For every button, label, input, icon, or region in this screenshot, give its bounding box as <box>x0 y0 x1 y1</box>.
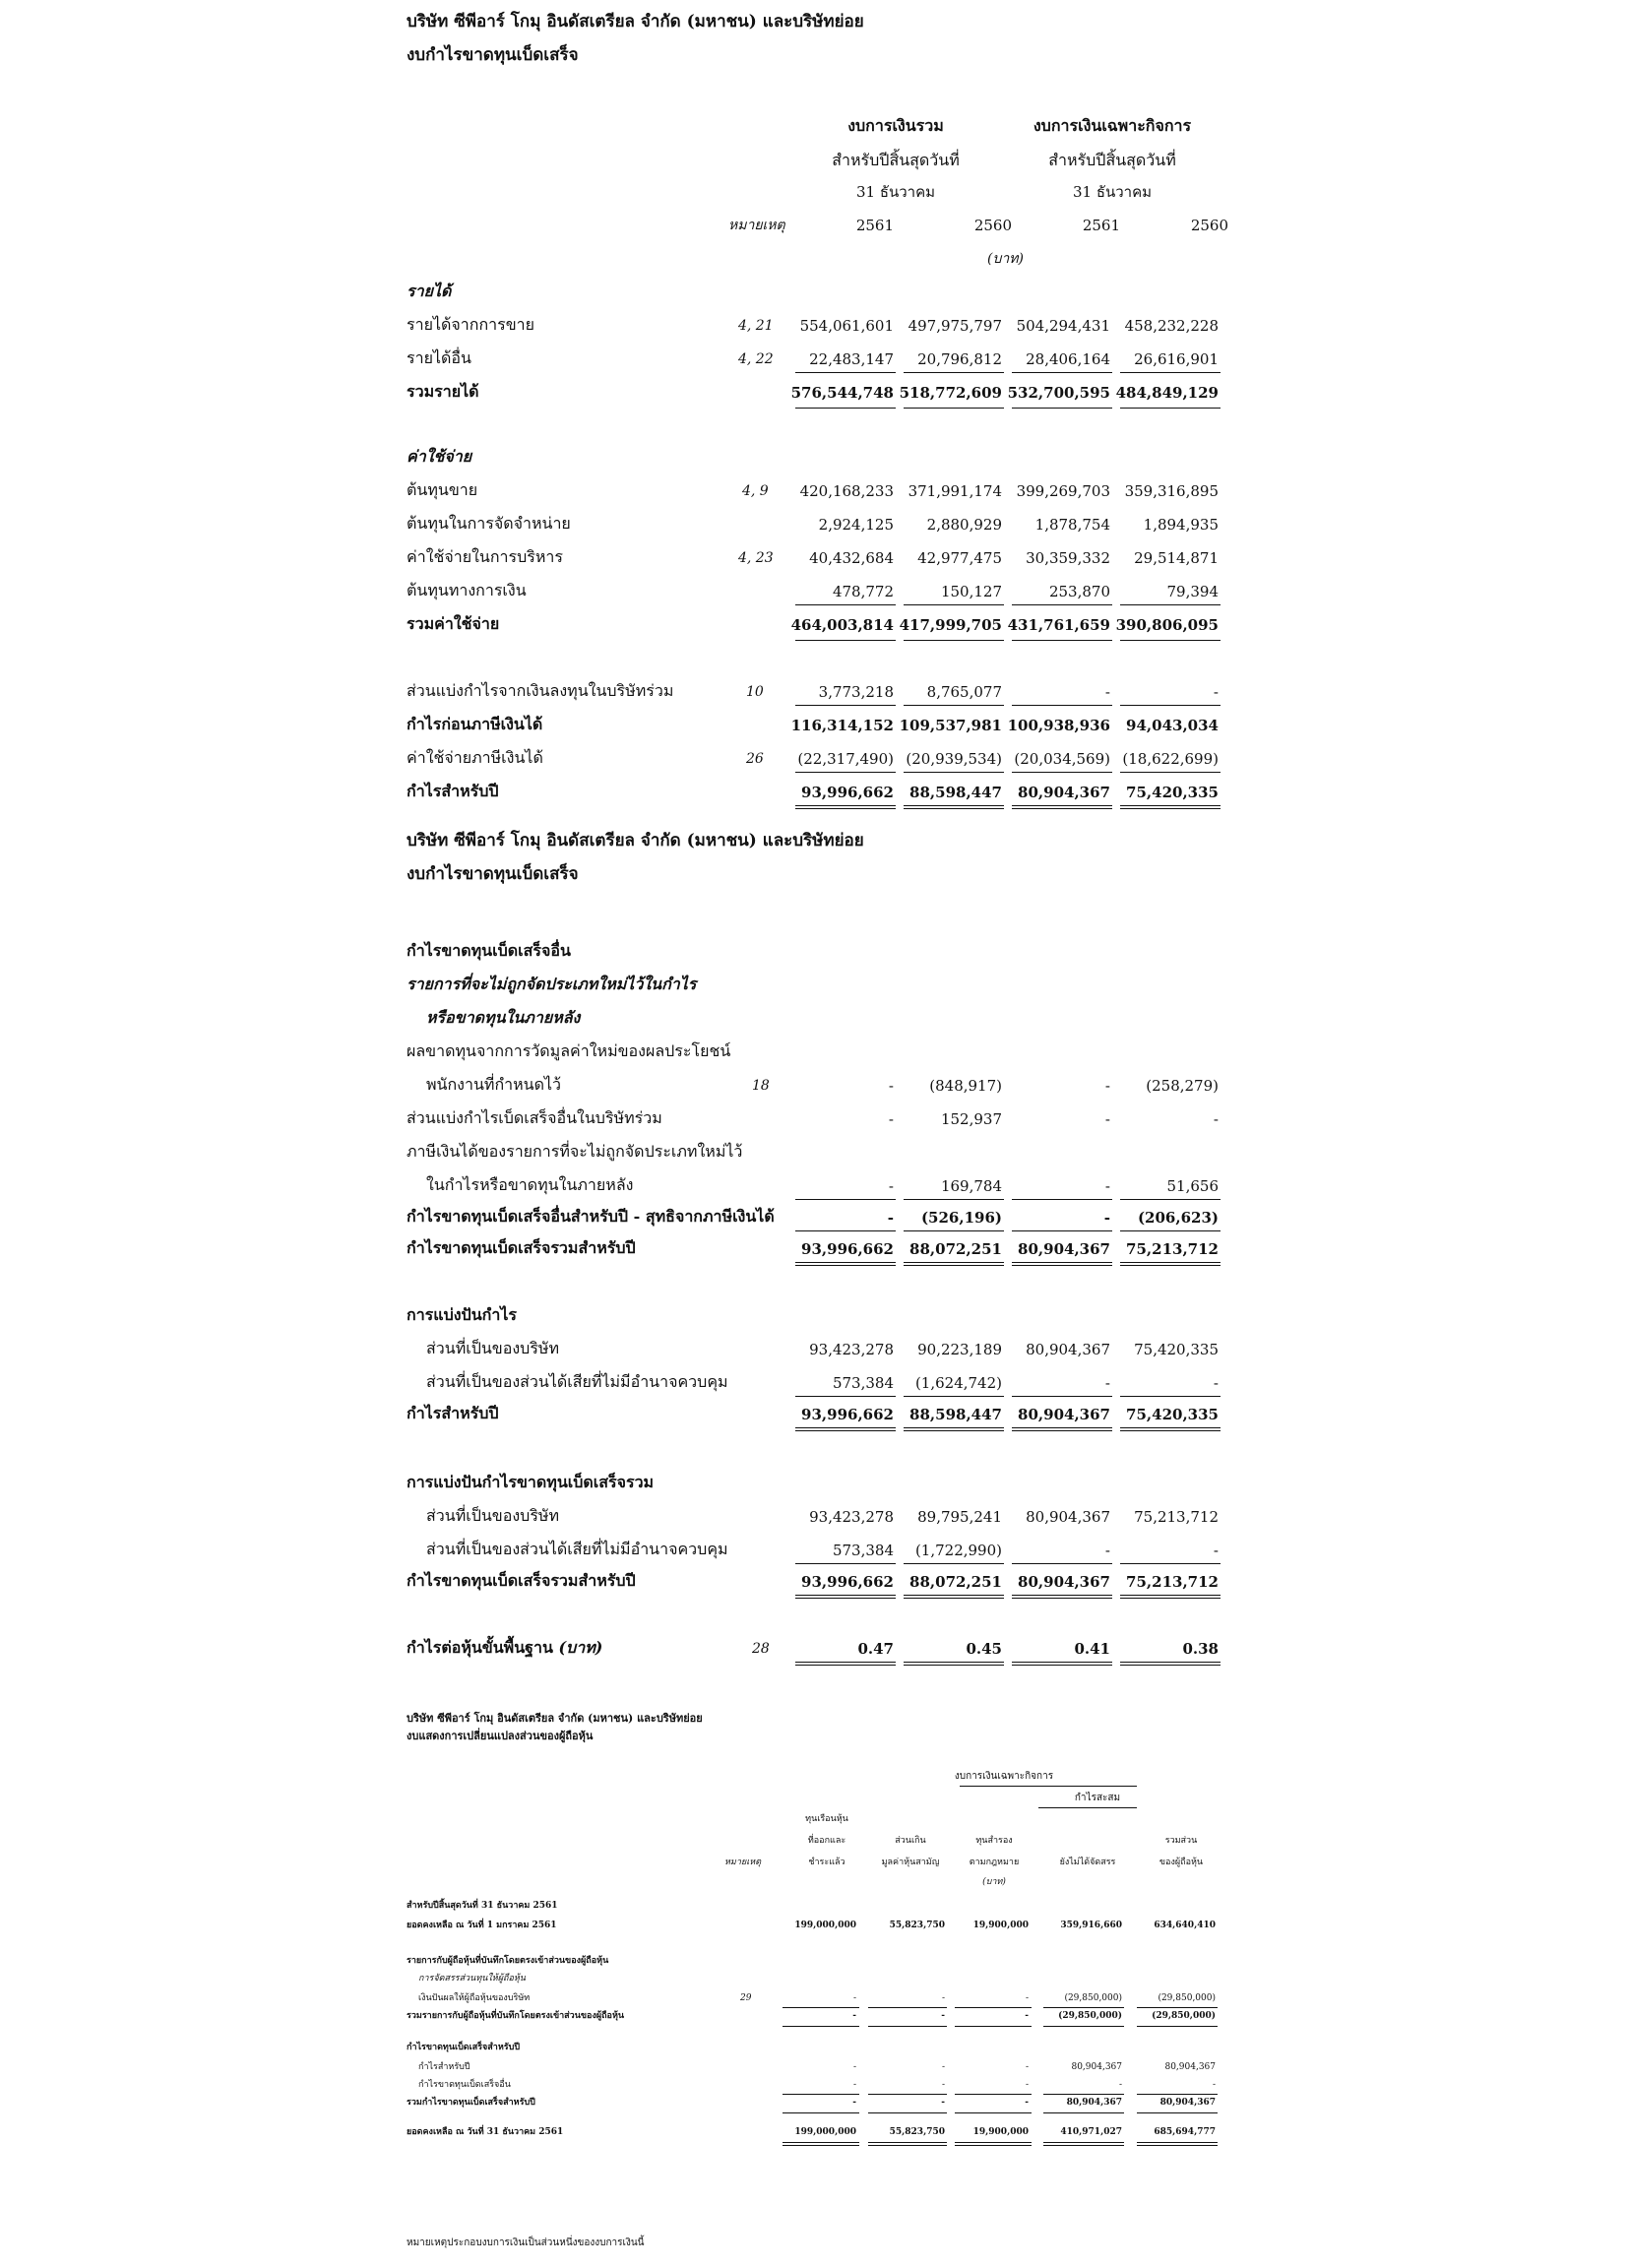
attr-ci-heading: การแบ่งปันกำไรขาดทุนเบ็ดเสร็จรวม <box>407 1473 655 1491</box>
sce-value: 19,900,000 <box>972 1921 1029 1930</box>
row-value: 253,870 <box>1048 583 1110 600</box>
total-label: กำไรสำหรับปี <box>407 1404 499 1422</box>
not-reclass-heading: รายการที่จะไม่ถูกจัดประเภทใหม่ไว้ในกำไร <box>407 975 697 993</box>
row-note: 18 <box>752 1078 770 1094</box>
row-value: 1,878,754 <box>1034 516 1110 534</box>
total-value: 0.45 <box>966 1640 1002 1658</box>
row-label: ส่วนที่เป็นของส่วนได้เสียที่ไม่มีอำนาจควบคุม <box>426 1372 728 1391</box>
sce-value: - <box>1025 2062 1029 2072</box>
col-header: ยังไม่ได้จัดสรร <box>1059 1858 1116 1867</box>
row-value: - <box>1104 683 1110 701</box>
row-value: 29,514,871 <box>1134 549 1219 567</box>
sce-value: 19,900,000 <box>972 2127 1029 2137</box>
col-header: ส่วนเกิน <box>895 1836 926 1846</box>
total-value: 88,598,447 <box>909 784 1002 801</box>
total-value: 88,072,251 <box>909 1573 1002 1591</box>
sce-value: - <box>1118 2080 1122 2090</box>
sce-value: 80,904,367 <box>1159 2098 1216 2108</box>
row-value: - <box>1104 1542 1110 1559</box>
row-value: - <box>1213 683 1219 701</box>
revenue-heading: รายได้ <box>407 282 452 300</box>
sce-value: (29,850,000) <box>1064 1993 1122 2003</box>
row-value: 497,975,797 <box>908 317 1002 335</box>
row-label: ค่าใช้จ่ายในการบริหาร <box>407 547 563 566</box>
ci-other-label: กำไรขาดทุนเบ็ดเสร็จอื่น <box>418 2080 511 2090</box>
row-label: ผลขาดทุนจากการวัดมูลค่าใหม่ของผลประโยชน์ <box>407 1041 731 1060</box>
total-value: 116,314,152 <box>790 717 894 734</box>
distribution-heading: การจัดสรรส่วนทุนให้ผู้ถือหุ้น <box>418 1974 526 1984</box>
row-note: 28 <box>752 1641 770 1657</box>
row-value: 458,232,228 <box>1124 317 1219 335</box>
row-value: 80,904,367 <box>1026 1508 1110 1526</box>
row-value: 89,795,241 <box>917 1508 1002 1526</box>
owner-txn-heading: รายการกับผู้ถือหุ้นที่บันทึกโดยตรงเข้าส่วนของผู้ถือหุ้น <box>407 1956 609 1966</box>
ci-profit-label: กำไรสำหรับปี <box>418 2062 470 2072</box>
company-name: บริษัท ซีพีอาร์ โกมุ อินดัสเตรียล จำกัด (มหาชน) และบริษัทย่อย <box>407 831 864 850</box>
row-value: 40,432,684 <box>809 549 894 567</box>
row-value: - <box>1104 1177 1110 1195</box>
pretax-label: กำไรก่อนภาษีเงินได้ <box>407 715 543 733</box>
row-label: ส่วนที่เป็นของบริษัท <box>426 1506 559 1525</box>
col-header: ของผู้ถือหุ้น <box>1158 1858 1204 1867</box>
row-value: 169,784 <box>940 1177 1002 1195</box>
header-note: หมายเหตุ <box>728 218 785 233</box>
sce-value: 359,916,660 <box>1060 1921 1122 1930</box>
row-label: ส่วนแบ่งกำไรเบ็ดเสร็จอื่นในบริษัทร่วม <box>407 1108 662 1127</box>
total-label: รวมค่าใช้จ่าย <box>407 614 500 633</box>
total-value: 390,806,095 <box>1115 616 1219 634</box>
row-value: 573,384 <box>832 1542 894 1559</box>
row-value: 80,904,367 <box>1026 1341 1110 1358</box>
total-value: 109,537,981 <box>899 717 1002 734</box>
row-value: 420,168,233 <box>799 482 894 500</box>
row-value: 51,656 <box>1166 1177 1219 1195</box>
row-value: 75,420,335 <box>1134 1341 1219 1358</box>
row-note: 4, 9 <box>742 483 769 499</box>
total-value: 100,938,936 <box>1007 717 1110 734</box>
row-value: 30,359,332 <box>1026 549 1110 567</box>
row-value: 504,294,431 <box>1016 317 1110 335</box>
eps-label-text: กำไรต่อหุ้นขั้นพื้นฐาน <box>407 1638 553 1657</box>
row-value: 359,316,895 <box>1124 482 1219 500</box>
statement-title: งบกำไรขาดทุนเบ็ดเสร็จ <box>407 45 579 65</box>
sce-value: - <box>941 1993 945 2003</box>
total-value: 80,904,367 <box>1018 1406 1110 1423</box>
row-value: - <box>1104 1077 1110 1095</box>
header-note: หมายเหตุ <box>724 1858 762 1867</box>
total-value: 88,072,251 <box>909 1240 1002 1258</box>
period-label: สำหรับปีสิ้นสุดวันที่ 31 ธันวาคม 2561 <box>407 1901 558 1911</box>
sce-value: - <box>852 2080 856 2090</box>
unit-label: (บาท) <box>982 1877 1006 1887</box>
row-note: 29 <box>740 1993 752 2003</box>
row-value: 28,406,164 <box>1026 350 1110 368</box>
col-header: มูลค่าหุ้นสามัญ <box>881 1858 940 1867</box>
row-value: (18,622,699) <box>1122 750 1219 768</box>
sce-value: 199,000,000 <box>794 2127 856 2137</box>
sce-value: 80,904,367 <box>1071 2062 1122 2072</box>
row-value: (258,279) <box>1146 1077 1219 1095</box>
sce-value: - <box>941 2011 945 2021</box>
total-label: กำไรขาดทุนเบ็ดเสร็จรวมสำหรับปี <box>407 1238 636 1257</box>
row-value: 2,924,125 <box>818 516 894 534</box>
total-value: 0.47 <box>857 1640 894 1658</box>
sce-value: - <box>941 2080 945 2090</box>
row-value: (1,722,990) <box>914 1542 1002 1559</box>
col-header: ชำระแล้ว <box>808 1858 845 1867</box>
eps-unit: (บาท) <box>558 1638 603 1657</box>
total-value: 75,213,712 <box>1126 1240 1219 1258</box>
sce-value: - <box>1025 2011 1029 2021</box>
row-value: 93,423,278 <box>809 1341 894 1358</box>
row-value: 150,127 <box>940 583 1002 600</box>
row-value: (22,317,490) <box>797 750 894 768</box>
row-note: 4, 22 <box>738 351 774 367</box>
sce-value: 55,823,750 <box>889 1921 945 1930</box>
total-value: 93,996,662 <box>801 1573 894 1591</box>
footer-note: หมายเหตุประกอบงบการเงินเป็นส่วนหนึ่งของงบการเงินนี้ <box>407 2237 645 2248</box>
row-value: - <box>1213 1542 1219 1559</box>
row-note: 4, 21 <box>738 318 774 334</box>
total-value: 94,043,034 <box>1126 717 1219 734</box>
total-value: 80,904,367 <box>1018 1240 1110 1258</box>
retained-header: กำไรสะสม <box>1074 1793 1121 1803</box>
row-label: ภาษีเงินได้ของรายการที่จะไม่ถูกจัดประเภทใหม่ไว้ <box>407 1142 743 1161</box>
row-label: ส่วนแบ่งกำไรจากเงินลงทุนในบริษัทร่วม <box>407 681 674 700</box>
total-value: 80,904,367 <box>1018 1573 1110 1591</box>
row-label: ในกำไรหรือขาดทุนในภายหลัง <box>426 1175 634 1194</box>
row-value: - <box>1104 1110 1110 1128</box>
owner-total-label: รวมรายการกับผู้ถือหุ้นที่บันทึกโดยตรงเข้าส่วนของผู้ถือหุ้น <box>407 2011 625 2021</box>
row-value: 2,880,929 <box>926 516 1002 534</box>
row-label: ต้นทุนในการจัดจำหน่าย <box>407 514 571 533</box>
oci-heading: กำไรขาดทุนเบ็ดเสร็จอื่น <box>407 941 571 960</box>
total-value: 0.38 <box>1182 1640 1219 1658</box>
row-label: ต้นทุนทางการเงิน <box>407 581 527 599</box>
row-value: 554,061,601 <box>799 317 894 335</box>
row-value: 20,796,812 <box>917 350 1002 368</box>
unit-label: (บาท) <box>987 251 1024 267</box>
statement-title: งบแสดงการเปลี่ยนแปลงส่วนของผู้ถือหุ้น <box>407 1730 594 1742</box>
header-year: 2560 <box>1190 217 1228 234</box>
sce-value: - <box>1025 2098 1029 2108</box>
total-value: 93,996,662 <box>801 1240 894 1258</box>
sce-value: (29,850,000) <box>1152 2011 1216 2021</box>
header-for-year: สำหรับปีสิ้นสุดวันที่ <box>1048 151 1176 169</box>
row-note: 4, 23 <box>738 550 774 566</box>
row-value: (20,034,569) <box>1014 750 1110 768</box>
row-label: พนักงานที่กำหนดไว้ <box>426 1075 562 1094</box>
sce-value: - <box>852 2098 856 2108</box>
sce-value: 80,904,367 <box>1066 2098 1122 2108</box>
sce-value: 634,640,410 <box>1154 1921 1216 1930</box>
group-header: งบการเงินเฉพาะกิจการ <box>954 1771 1054 1782</box>
sce-value: 55,823,750 <box>889 2127 945 2137</box>
header-date: 31 ธันวาคม <box>1072 183 1153 201</box>
row-label: ส่วนที่เป็นของบริษัท <box>426 1339 559 1357</box>
total-value: - <box>887 1209 894 1227</box>
row-value: 152,937 <box>940 1110 1002 1128</box>
row-value: - <box>888 1077 894 1095</box>
sce-value: - <box>1212 2080 1216 2090</box>
total-value: 484,849,129 <box>1115 384 1219 402</box>
opening-label: ยอดคงเหลือ ณ วันที่ 1 มกราคม 2561 <box>407 1921 557 1930</box>
row-label: รายได้อื่น <box>407 348 471 367</box>
not-reclass-heading: หรือขาดทุนในภายหลัง <box>426 1008 581 1027</box>
sce-value: - <box>1025 1993 1029 2003</box>
row-value: 75,213,712 <box>1134 1508 1219 1526</box>
attr-profit-heading: การแบ่งปันกำไร <box>407 1305 517 1324</box>
row-value: - <box>1104 1374 1110 1392</box>
row-value: (1,624,742) <box>914 1374 1002 1392</box>
sce-value: (29,850,000) <box>1058 2011 1122 2021</box>
sce-value: 199,000,000 <box>794 1921 856 1930</box>
row-label: ต้นทุนขาย <box>407 480 478 499</box>
row-note: 26 <box>746 751 764 767</box>
row-value: - <box>1213 1374 1219 1392</box>
header-year: 2561 <box>855 217 894 234</box>
total-value: 75,213,712 <box>1126 1573 1219 1591</box>
row-value: 42,977,475 <box>917 549 1002 567</box>
total-value: 532,700,595 <box>1007 384 1110 402</box>
row-label: ส่วนที่เป็นของส่วนได้เสียที่ไม่มีอำนาจควบคุม <box>426 1540 728 1558</box>
col-header: ที่ออกและ <box>807 1836 846 1846</box>
total-value: 576,544,748 <box>790 384 894 402</box>
row-value: 93,423,278 <box>809 1508 894 1526</box>
total-value: 518,772,609 <box>899 384 1002 402</box>
sce-value: 80,904,367 <box>1164 2062 1216 2072</box>
row-value: 573,384 <box>832 1374 894 1392</box>
row-value: 399,269,703 <box>1016 482 1110 500</box>
sce-value: (29,850,000) <box>1158 1993 1216 2003</box>
sce-value: - <box>941 2098 945 2108</box>
total-value: - <box>1103 1209 1110 1227</box>
total-value: 93,996,662 <box>801 1406 894 1423</box>
statement-title: งบกำไรขาดทุนเบ็ดเสร็จ <box>407 864 579 884</box>
expense-heading: ค่าใช้จ่าย <box>407 447 472 466</box>
row-note: 10 <box>746 684 764 700</box>
total-value: 431,761,659 <box>1007 616 1110 634</box>
total-value: 75,420,335 <box>1126 1406 1219 1423</box>
dividend-label: เงินปันผลให้ผู้ถือหุ้นของบริษัท <box>418 1993 531 2003</box>
col-header: ทุนสำรอง <box>975 1836 1013 1846</box>
total-value: 80,904,367 <box>1018 784 1110 801</box>
closing-label: ยอดคงเหลือ ณ วันที่ 31 ธันวาคม 2561 <box>407 2127 564 2137</box>
ci-heading: กำไรขาดทุนเบ็ดเสร็จสำหรับปี <box>407 2043 521 2052</box>
col-header: รวมส่วน <box>1164 1836 1198 1846</box>
eps-label <box>407 1640 602 1656</box>
sce-value: 685,694,777 <box>1154 2127 1216 2137</box>
header-consolidated: งบการเงินรวม <box>847 116 944 135</box>
row-value: 1,894,935 <box>1143 516 1219 534</box>
total-value: 75,420,335 <box>1126 784 1219 801</box>
profit-label: กำไรสำหรับปี <box>407 782 499 800</box>
row-value: (20,939,534) <box>906 750 1002 768</box>
sce-value: - <box>852 1993 856 2003</box>
total-value: (526,196) <box>920 1209 1002 1227</box>
row-value: (848,917) <box>929 1077 1002 1095</box>
header-date: 31 ธันวาคม <box>855 183 936 201</box>
row-value: 478,772 <box>832 583 894 600</box>
row-value: 3,773,218 <box>818 683 894 701</box>
sce-value: - <box>1025 2080 1029 2090</box>
row-value: 79,394 <box>1166 583 1219 600</box>
total-value: 88,598,447 <box>909 1406 1002 1423</box>
company-name: บริษัท ซีพีอาร์ โกมุ อินดัสเตรียล จำกัด (มหาชน) และบริษัทย่อย <box>407 1712 703 1725</box>
header-year: 2560 <box>973 217 1012 234</box>
row-value: 26,616,901 <box>1134 350 1219 368</box>
header-year: 2561 <box>1082 217 1120 234</box>
row-value: 22,483,147 <box>809 350 894 368</box>
total-value: 93,996,662 <box>801 784 894 801</box>
total-value: (206,623) <box>1137 1209 1219 1227</box>
row-label: ค่าใช้จ่ายภาษีเงินได้ <box>407 748 543 767</box>
row-value: 90,223,189 <box>917 1341 1002 1358</box>
sce-value: - <box>852 2062 856 2072</box>
header-separate: งบการเงินเฉพาะกิจการ <box>1033 116 1192 135</box>
col-header: ทุนเรือนหุ้น <box>805 1814 848 1824</box>
row-value: - <box>1213 1110 1219 1128</box>
company-name: บริษัท ซีพีอาร์ โกมุ อินดัสเตรียล จำกัด (มหาชน) และบริษัทย่อย <box>407 12 864 32</box>
row-value: 371,991,174 <box>908 482 1002 500</box>
sce-value: 410,971,027 <box>1060 2127 1122 2137</box>
col-header: ตามกฎหมาย <box>969 1858 1020 1867</box>
total-value: 464,003,814 <box>790 616 894 634</box>
row-value: 8,765,077 <box>926 683 1002 701</box>
header-for-year: สำหรับปีสิ้นสุดวันที่ <box>832 151 960 169</box>
sce-value: - <box>941 2062 945 2072</box>
total-label: กำไรขาดทุนเบ็ดเสร็จรวมสำหรับปี <box>407 1571 636 1590</box>
total-label: กำไรขาดทุนเบ็ดเสร็จอื่นสำหรับปี - สุทธิจากภาษีเงินได้ <box>407 1207 775 1226</box>
total-label: รวมรายได้ <box>407 382 479 401</box>
row-label: รายได้จากการขาย <box>407 315 534 334</box>
ci-total-label: รวมกำไรขาดทุนเบ็ดเสร็จสำหรับปี <box>407 2098 535 2108</box>
row-value: - <box>888 1177 894 1195</box>
row-value: - <box>888 1110 894 1128</box>
total-value: 0.41 <box>1074 1640 1110 1658</box>
total-value: 417,999,705 <box>899 616 1002 634</box>
sce-value: - <box>852 2011 856 2021</box>
